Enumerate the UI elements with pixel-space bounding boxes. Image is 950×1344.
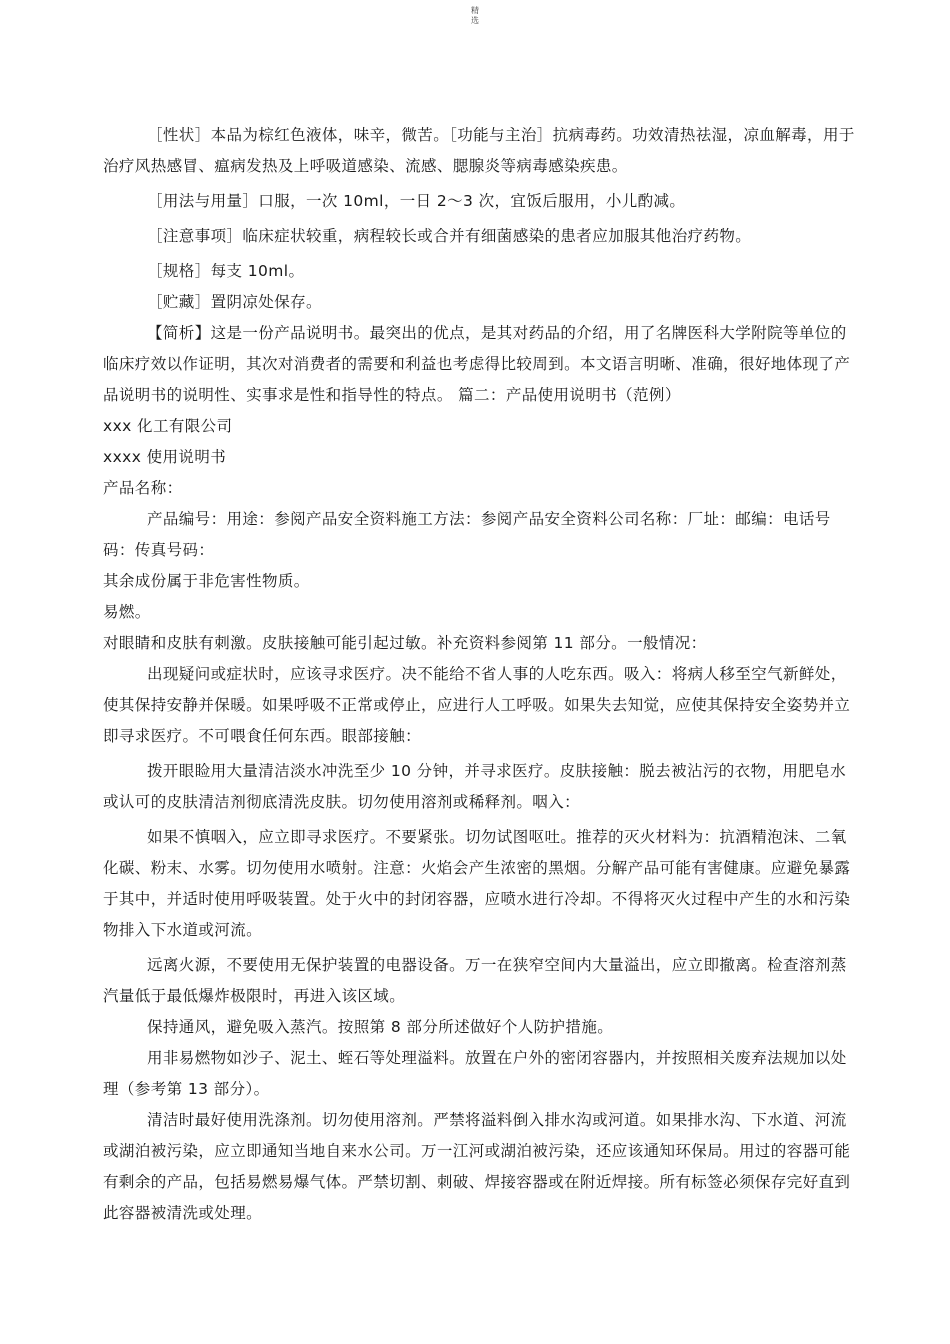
header-char-2: 选	[471, 16, 479, 25]
paragraph-specification: ［规格］每支 10ml。	[147, 262, 305, 280]
paragraph-ventilation: 保持通风，避免吸入蒸汽。按照第 8 部分所述做好个人防护措施。	[147, 1018, 614, 1036]
paragraph-ingredients: 其余成份属于非危害性物质。	[103, 572, 310, 590]
paragraph-first-aid: 出现疑问或症状时，应该寻求医疗。决不能给不省人事的人吃东西。吸入：将病人移至空气新鲜处，使其保持安静并保暖。如果呼吸不正常或停止，应进行人工呼吸。如果失去知觉，应使其保持安全姿势并立即寻求医疗。不可喂食任何东西。眼部接触：	[103, 665, 851, 745]
paragraph-properties: ［性状］本品为棕红色液体，味辛，微苦。［功能与主治］抗病毒药。功效清热祛湿，凉血解毒，用于治疗风热感冒、瘟病发热及上呼吸道感染、流感、腮腺炎等病毒感染疾患。	[103, 126, 855, 175]
paragraph-flammable: 易燃。	[103, 603, 151, 621]
paragraph-storage: ［贮藏］置阴凉处保存。	[147, 293, 322, 311]
paragraph-disposal: 用非易燃物如沙子、泥土、蛭石等处理溢料。放置在户外的密闭容器内，并按照相关废弃法规加以处理（参考第 13 部分）。	[103, 1049, 847, 1098]
product-info-fields: 产品编号：用途：参阅产品安全资料施工方法：参阅产品安全资料公司名称：厂址：邮编：电话号码：传真号码：	[103, 510, 831, 559]
product-name-field: 产品名称：	[103, 479, 183, 497]
paragraph-fire-fighting: 如果不慎咽入，应立即寻求医疗。不要紧张。切勿试图呕吐。推荐的灭火材料为：抗酒精泡沫、二氧化碳、粉末、水雾。切勿使用水喷射。注意：火焰会产生浓密的黑烟。分解产品可能有害健康。应避免暴露于其中，并适时使用呼吸装置。处于火中的封闭容器，应喷水进行冷却。不得将灭火过程中产生的水和污染物排入下水道或河流。	[103, 828, 851, 939]
paragraph-precautions: ［注意事项］临床症状较重，病程较长或合并有细菌感染的患者应加服其他治疗药物。	[147, 227, 752, 245]
page-header	[0, 6, 950, 26]
manual-title: xxxx 使用说明书	[103, 448, 227, 466]
document-body	[103, 120, 855, 1229]
header-char-1: 精	[471, 6, 479, 15]
paragraph-analysis: 【简析】这是一份产品说明书。最突出的优点，是其对药品的介绍，用了名牌医科大学附院等单位的临床疗效以作证明，其次对消费者的需要和利益也考虑得比较周到。本文语言明晰、准确，很好地体现了产品说明书的说明性、实事求是性和指导性的特点。 篇二：产品使用说明书（范例）	[103, 324, 851, 404]
paragraph-eye-contact: 拨开眼睑用大量清洁淡水冲洗至少 10 分钟，并寻求医疗。皮肤接触：脱去被沾污的衣物，用肥皂水或认可的皮肤清洁剂彻底清洗皮肤。切勿使用溶剂或稀释剂。咽入：	[103, 762, 846, 811]
company-name: xxx 化工有限公司	[103, 417, 233, 435]
paragraph-cleaning: 清洁时最好使用洗涤剂。切勿使用溶剂。严禁将溢料倒入排水沟或河道。如果排水沟、下水道、河流或湖泊被污染，应立即通知当地自来水公司。万一江河或湖泊被污染，还应该通知环保局。用过的容器可能有剩余的产品，包括易燃易爆气体。严禁切割、刺破、焊接容器或在附近焊接。所有标签必须保存完好直到此容器被清洗或处理。	[103, 1111, 851, 1222]
paragraph-dosage: ［用法与用量］口服，一次 10ml，一日 2～3 次，宜饭后服用，小儿酌减。	[147, 192, 686, 210]
paragraph-spill: 远离火源，不要使用无保护装置的电器设备。万一在狭窄空间内大量溢出，应立即撤离。检查溶剂蒸汽量低于最低爆炸极限时，再进入该区域。	[103, 956, 847, 1005]
paragraph-irritation: 对眼睛和皮肤有刺激。皮肤接触可能引起过敏。补充资料参阅第 11 部分。一般情况：	[103, 634, 707, 652]
